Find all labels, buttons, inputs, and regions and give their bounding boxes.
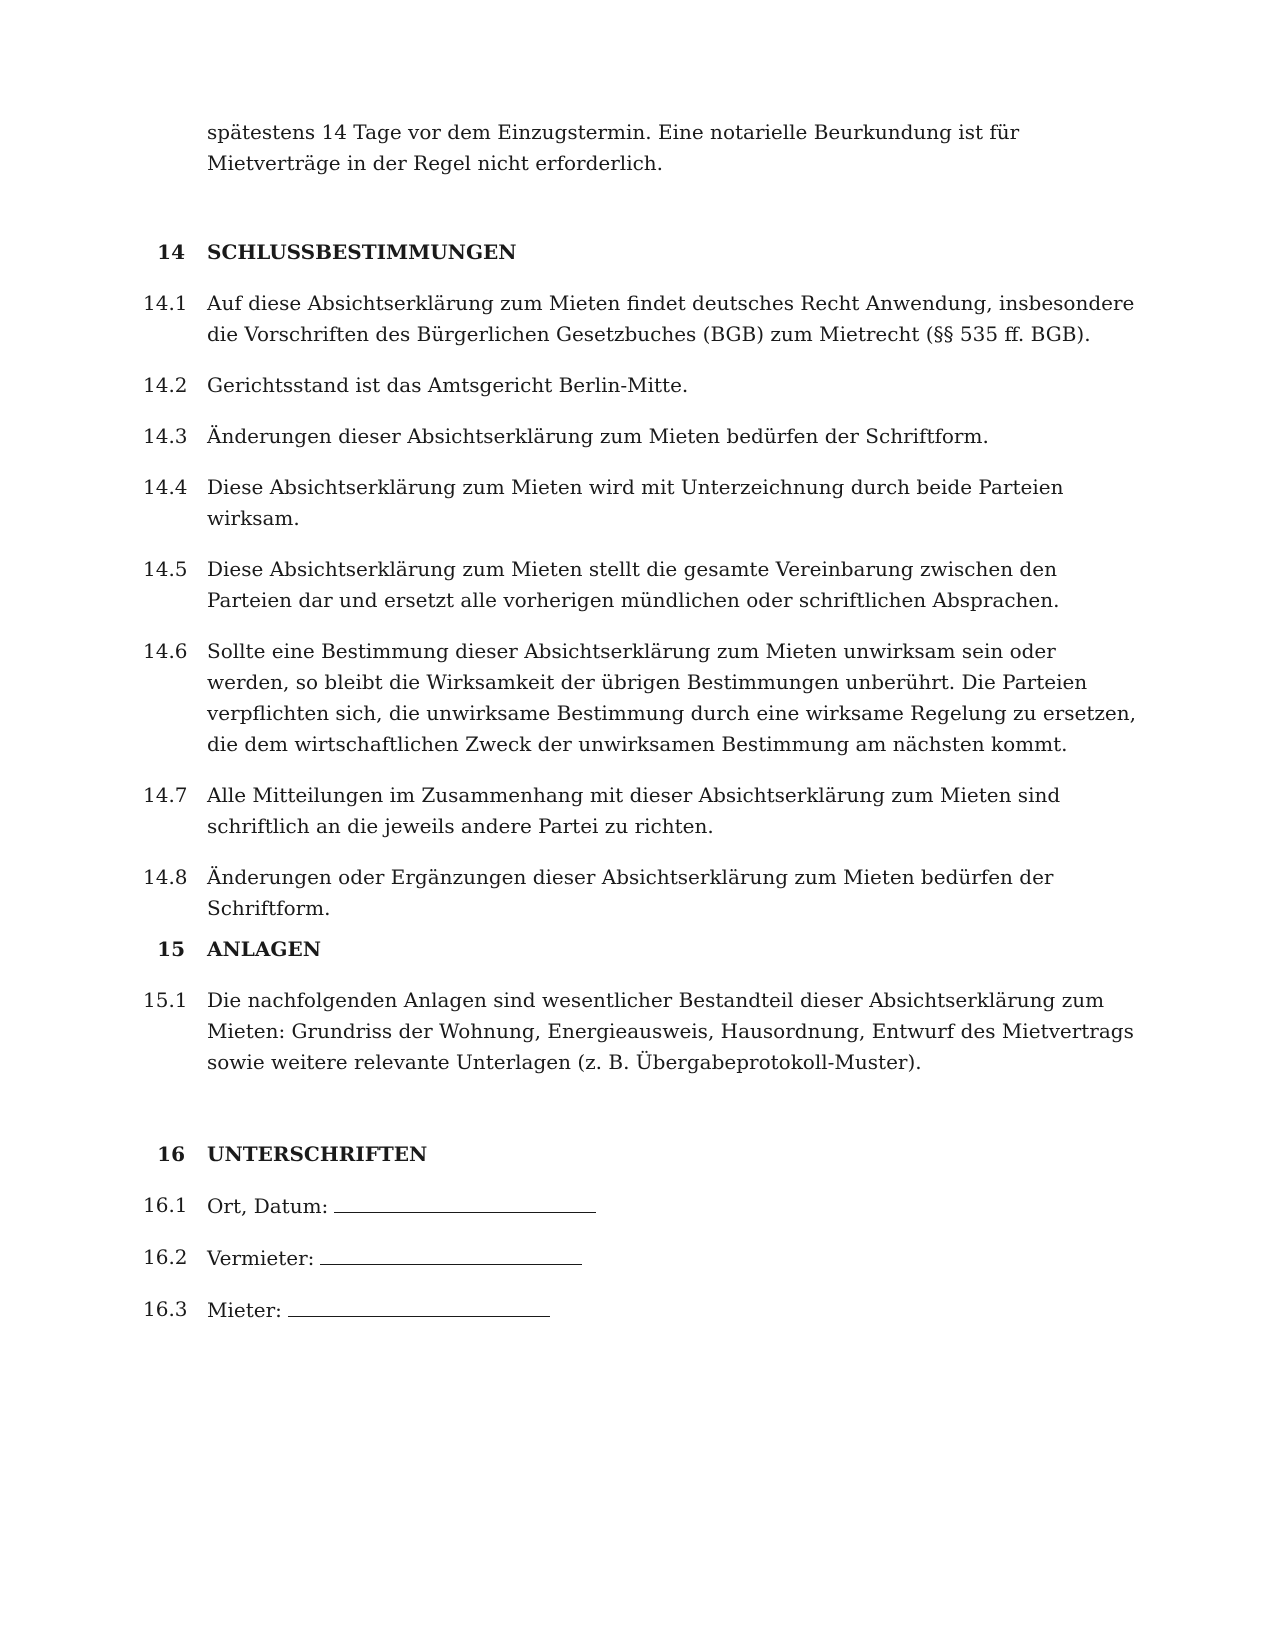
clause-number: 14.6 — [143, 639, 188, 663]
clause-number: 16.3 — [143, 1297, 188, 1321]
clause-number: 16.2 — [143, 1245, 188, 1269]
clause-15-1 — [0, 985, 1275, 1078]
clause-number: 16.1 — [143, 1193, 188, 1217]
signature-landlord — [0, 1242, 1275, 1274]
clause-number: 14.7 — [143, 783, 188, 807]
section-16 — [0, 1139, 1275, 1326]
clause-14-8 — [0, 862, 1275, 924]
signature-tenant — [0, 1294, 1275, 1326]
clause-14-6 — [0, 636, 1275, 760]
clause-14-5 — [0, 554, 1275, 616]
clause-14-1 — [0, 288, 1275, 350]
section-heading — [0, 1139, 1275, 1170]
clause-text: Änderungen dieser Absichtserklärung zum Mieten bedürfen der Schriftform. — [207, 424, 989, 448]
clause-number: 15.1 — [143, 988, 188, 1012]
clause-number: 14.1 — [143, 291, 188, 315]
clause-14-7 — [0, 780, 1275, 842]
clause-14-4 — [0, 472, 1275, 534]
tenant-signature-line[interactable] — [288, 1294, 550, 1317]
section-title: SCHLUSSBESTIMMUNGEN — [207, 240, 517, 264]
section-number: 14 — [157, 240, 185, 264]
clause-14-2 — [0, 370, 1275, 401]
clause-number: 14.2 — [143, 373, 188, 397]
signature-label: Ort, Datum: — [207, 1194, 329, 1218]
clause-14-3 — [0, 421, 1275, 452]
continuation-paragraph: spätestens 14 Tage vor dem Einzugstermin. Eine notarielle Beurkundung ist für Mietverträge in der Regel nicht erforderlich. — [207, 120, 1020, 175]
clause-text: Auf diese Absichtserklärung zum Mieten findet deutsches Recht Anwendung, insbesondere die Vorschriften des Bürgerlichen Gesetzbuches (BGB) zum Mietrecht (§§ 535 ff. BGB). — [207, 291, 1135, 346]
clause-number: 14.3 — [143, 424, 188, 448]
clause-text: Diese Absichtserklärung zum Mieten wird mit Unterzeichnung durch beide Parteien wirksam. — [207, 475, 1064, 530]
clause-text: Die nachfolgenden Anlagen sind wesentlicher Bestandteil dieser Absichtserklärung zum Mieten: Grundriss der Wohnung, Energieausweis, Hausordnung, Entwurf des Mietvertrags sowie weitere relevante Unterlagen (z. B. Übergabeprotokoll-Muster). — [207, 988, 1134, 1074]
signature-label: Mieter: — [207, 1298, 282, 1322]
section-title: UNTERSCHRIFTEN — [207, 1142, 428, 1166]
section-heading — [0, 934, 1275, 965]
section-number: 15 — [157, 937, 185, 961]
signature-place-date — [0, 1190, 1275, 1222]
section-15 — [0, 934, 1275, 1078]
signature-label: Vermieter: — [207, 1246, 315, 1270]
section-14 — [0, 237, 1275, 924]
clause-number: 14.8 — [143, 865, 188, 889]
section-title: ANLAGEN — [207, 937, 321, 961]
clause-text: Gerichtsstand ist das Amtsgericht Berlin-Mitte. — [207, 373, 689, 397]
clause-number: 14.5 — [143, 557, 188, 581]
landlord-signature-line[interactable] — [320, 1242, 582, 1265]
clause-text: Sollte eine Bestimmung dieser Absichtserklärung zum Mieten unwirksam sein oder werden, so bleibt die Wirksamkeit der übrigen Bestimmungen unberührt. Die Parteien verpflichten sich, die unwirksame Bestimmung durch eine wirksame Regelung zu ersetzen, die dem wirtschaftlichen Zweck der unwirksamen Bestimmung am nächsten kommt. — [207, 639, 1136, 756]
section-heading — [0, 237, 1275, 268]
clause-number: 14.4 — [143, 475, 188, 499]
section-number: 16 — [157, 1142, 185, 1166]
clause-text: Alle Mitteilungen im Zusammenhang mit dieser Absichtserklärung zum Mieten sind schriftlich an die jeweils andere Partei zu richten. — [207, 783, 1061, 838]
clause-text: Änderungen oder Ergänzungen dieser Absichtserklärung zum Mieten bedürfen der Schriftform. — [207, 865, 1054, 920]
clause-text: Diese Absichtserklärung zum Mieten stellt die gesamte Vereinbarung zwischen den Parteien dar und ersetzt alle vorherigen mündlichen oder schriftlichen Absprachen. — [207, 557, 1060, 612]
place-date-line[interactable] — [334, 1190, 596, 1213]
